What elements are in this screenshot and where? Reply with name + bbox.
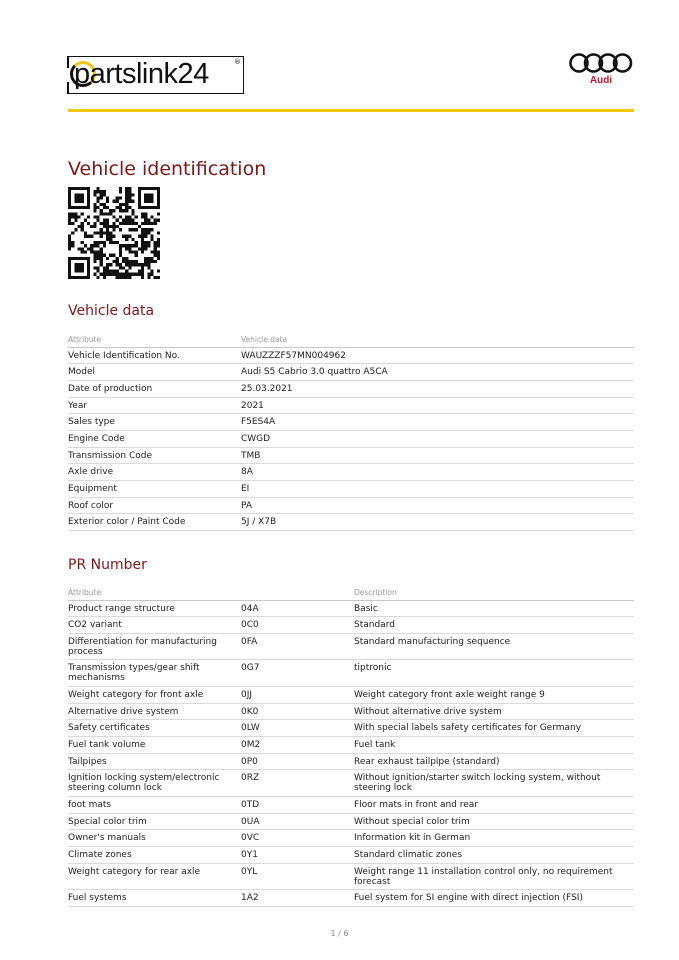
cell-text: Product range structure: [68, 603, 175, 614]
table-cell: [354, 830, 634, 847]
cell-text: foot mats: [68, 799, 112, 810]
table-cell: [68, 736, 241, 753]
table-cell: [241, 447, 634, 464]
table-cell: [354, 600, 634, 617]
cell-text: Vehicle Identification No.: [68, 350, 180, 361]
column-header-attribute: Attribute: [68, 333, 241, 347]
table-cell: [354, 660, 634, 687]
table-cell: [68, 414, 241, 431]
cell-text: Information kit in German: [354, 833, 471, 844]
table-cell: [68, 397, 241, 414]
cell-text: 8A: [241, 467, 253, 478]
table-cell: [241, 430, 634, 447]
table-row: [68, 347, 634, 364]
table-row: [68, 863, 634, 890]
cell-text: Without ignition/starter switch locking system, without steering lock: [354, 773, 601, 794]
table-cell: [354, 633, 634, 660]
cell-text: 25.03.2021: [241, 383, 293, 394]
table-cell: [68, 796, 241, 813]
cell-text: Fuel tank: [354, 739, 396, 750]
audi-rings-icon: [569, 52, 633, 74]
table-cell: [68, 686, 241, 703]
cell-text: 0UA: [241, 816, 260, 827]
table-cell: [241, 796, 354, 813]
cell-text: Year: [68, 400, 88, 411]
cell-text: Roof color: [68, 500, 114, 511]
cell-text: Tailpipes: [68, 756, 107, 767]
cell-text: 0FA: [241, 636, 258, 647]
table-cell: [241, 863, 354, 890]
table-cell: [241, 347, 634, 364]
table-cell: [68, 846, 241, 863]
partslink24-logo: [68, 56, 244, 94]
logo-text: partslink24: [74, 58, 209, 90]
cell-text: Climate zones: [68, 849, 132, 860]
table-cell: [354, 686, 634, 703]
table-row: [68, 600, 634, 617]
table-header-row: [68, 586, 634, 600]
page-title: Vehicle identification: [68, 158, 267, 180]
cell-text: Without special color trim: [354, 816, 470, 827]
cell-text: CO2 variant: [68, 620, 122, 631]
page-indicator: 1 / 6: [330, 929, 349, 938]
header-divider: [68, 109, 634, 112]
table-cell: [241, 600, 354, 617]
table-cell: [68, 660, 241, 687]
table-cell: [68, 830, 241, 847]
table-cell: [68, 770, 241, 797]
table-row: [68, 380, 634, 397]
table-cell: [68, 890, 241, 907]
table-row: [68, 703, 634, 720]
table-row: [68, 397, 634, 414]
table-cell: [68, 863, 241, 890]
column-header-vehicle-data: Vehicle data: [241, 333, 634, 347]
table-cell: [354, 796, 634, 813]
cell-text: 0YL: [241, 866, 258, 877]
table-cell: [241, 497, 634, 514]
audi-logo: [568, 52, 634, 92]
audi-label: Audi: [589, 75, 613, 86]
table-cell: [241, 414, 634, 431]
table-cell: [241, 617, 354, 634]
table-row: [68, 364, 634, 381]
table-row: [68, 830, 634, 847]
cell-text: 0JJ: [241, 689, 253, 700]
table-cell: [354, 770, 634, 797]
cell-text: Without alternative drive system: [354, 706, 502, 717]
table-cell: [241, 813, 354, 830]
cell-text: Safety certificates: [68, 723, 150, 734]
table-cell: [241, 703, 354, 720]
registered-mark: ®: [234, 58, 241, 66]
cell-text: Standard climatic zones: [354, 849, 463, 860]
table-cell: [241, 514, 634, 531]
table-cell: [68, 347, 241, 364]
page-header: [68, 52, 634, 110]
table-cell: [241, 846, 354, 863]
table-cell: [241, 686, 354, 703]
table-cell: [241, 481, 634, 498]
table-row: [68, 890, 634, 907]
cell-text: Engine Code: [68, 433, 125, 444]
cell-text: 0Y1: [241, 849, 258, 860]
cell-text: 0M2: [241, 739, 261, 750]
cell-text: TMB: [241, 450, 261, 461]
table-row: [68, 481, 634, 498]
cell-text: Axle drive: [68, 467, 114, 478]
cell-text: Weight category for front axle: [68, 689, 204, 700]
table-cell: [354, 753, 634, 770]
cell-text: WAUZZZF57MN004962: [241, 350, 346, 361]
cell-text: Rear exhaust tailpipe (standard): [354, 756, 500, 767]
table-cell: [68, 703, 241, 720]
table-cell: [241, 753, 354, 770]
cell-text: Sales type: [68, 417, 115, 428]
table-row: [68, 846, 634, 863]
cell-text: 0VC: [241, 833, 260, 844]
cell-text: Standard manufacturing sequence: [354, 636, 511, 647]
table-header-row: [68, 333, 634, 347]
table-cell: [354, 736, 634, 753]
vehicle-data-heading: Vehicle data: [68, 303, 155, 319]
table-cell: [68, 481, 241, 498]
table-row: [68, 447, 634, 464]
table-row: [68, 633, 634, 660]
column-header-description: Description: [354, 586, 634, 600]
cell-text: Fuel tank volume: [68, 739, 146, 750]
table-row: [68, 796, 634, 813]
cell-text: CWGD: [241, 433, 271, 444]
table-row: [68, 617, 634, 634]
cell-text: Weight category for rear axle: [68, 866, 201, 877]
table-cell: [68, 753, 241, 770]
table-cell: [354, 703, 634, 720]
cell-text: Standard: [354, 620, 395, 631]
table-cell: [241, 660, 354, 687]
pr-number-table: [68, 586, 634, 907]
cell-text: 04A: [241, 603, 259, 614]
table-cell: [241, 397, 634, 414]
table-cell: [241, 464, 634, 481]
table-row: [68, 686, 634, 703]
table-cell: [241, 890, 354, 907]
table-cell: [241, 380, 634, 397]
table-cell: [68, 600, 241, 617]
cell-text: Weight category front axle weight range 9: [354, 689, 545, 700]
cell-text: Alternative drive system: [68, 706, 179, 717]
qr-modules: [68, 187, 160, 279]
cell-text: Ignition locking system/electronic steering column lock: [68, 773, 220, 794]
cell-text: 0TD: [241, 799, 260, 810]
table-cell: [241, 736, 354, 753]
cell-text: Special color trim: [68, 816, 147, 827]
pr-number-heading: PR Number: [68, 557, 147, 573]
table-cell: [354, 617, 634, 634]
cell-text: Transmission types/gear shift mechanisms: [68, 663, 200, 684]
table-cell: [354, 720, 634, 737]
cell-text: With special labels safety certificates for Germany: [354, 723, 582, 734]
column-header-attribute: Attribute: [68, 586, 241, 600]
cell-text: Fuel systems: [68, 893, 127, 904]
table-row: [68, 753, 634, 770]
cell-text: 0LW: [241, 723, 260, 734]
cell-text: Date of production: [68, 383, 153, 394]
table-cell: [241, 720, 354, 737]
table-row: [68, 770, 634, 797]
cell-text: EI: [241, 484, 250, 494]
cell-text: F5ES4A: [241, 417, 276, 428]
cell-text: Differentiation for manufacturing process: [68, 636, 217, 657]
table-cell: [68, 813, 241, 830]
cell-text: 0P0: [241, 756, 258, 767]
vehicle-data-table: [68, 333, 634, 531]
cell-text: 0C0: [241, 620, 259, 631]
table-row: [68, 414, 634, 431]
cell-text: Floor mats in front and rear: [354, 799, 478, 810]
table-cell: [68, 514, 241, 531]
table-cell: [68, 364, 241, 381]
table-cell: [241, 364, 634, 381]
cell-text: tiptronic: [354, 663, 392, 674]
table-cell: [354, 863, 634, 890]
cell-text: PA: [241, 500, 253, 511]
table-row: [68, 514, 634, 531]
table-row: [68, 720, 634, 737]
cell-text: Audi S5 Cabrio 3.0 quattro A5CA: [241, 367, 388, 378]
cell-text: 0K0: [241, 706, 259, 717]
table-cell: [68, 617, 241, 634]
cell-text: 0G7: [241, 663, 260, 674]
table-cell: [68, 380, 241, 397]
cell-text: Fuel system for SI engine with direct injection (FSI): [354, 893, 583, 904]
table-cell: [68, 497, 241, 514]
table-cell: [68, 464, 241, 481]
cell-text: 2021: [241, 400, 264, 411]
table-cell: [68, 633, 241, 660]
cell-text: Exterior color / Paint Code: [68, 517, 186, 528]
cell-text: 5J / X7B: [241, 517, 277, 528]
cell-text: Transmission Code: [68, 450, 153, 461]
cell-text: Owner's manuals: [68, 833, 146, 844]
table-cell: [241, 830, 354, 847]
qr-code: [68, 187, 160, 279]
column-header-code: [241, 586, 354, 600]
table-cell: [241, 770, 354, 797]
table-cell: [68, 720, 241, 737]
table-row: [68, 497, 634, 514]
table-cell: [354, 890, 634, 907]
table-row: [68, 464, 634, 481]
table-cell: [68, 430, 241, 447]
table-cell: [241, 633, 354, 660]
cell-text: 1A2: [241, 893, 259, 904]
table-cell: [68, 447, 241, 464]
table-row: [68, 736, 634, 753]
cell-text: Equipment: [68, 484, 117, 494]
cell-text: Weight range 11 installation control only, no requirement forecast: [354, 866, 613, 887]
table-row: [68, 660, 634, 687]
table-cell: [354, 846, 634, 863]
table-cell: [354, 813, 634, 830]
cell-text: 0RZ: [241, 773, 260, 784]
table-row: [68, 430, 634, 447]
cell-text: Basic: [354, 603, 378, 614]
table-row: [68, 813, 634, 830]
cell-text: Model: [68, 367, 96, 378]
